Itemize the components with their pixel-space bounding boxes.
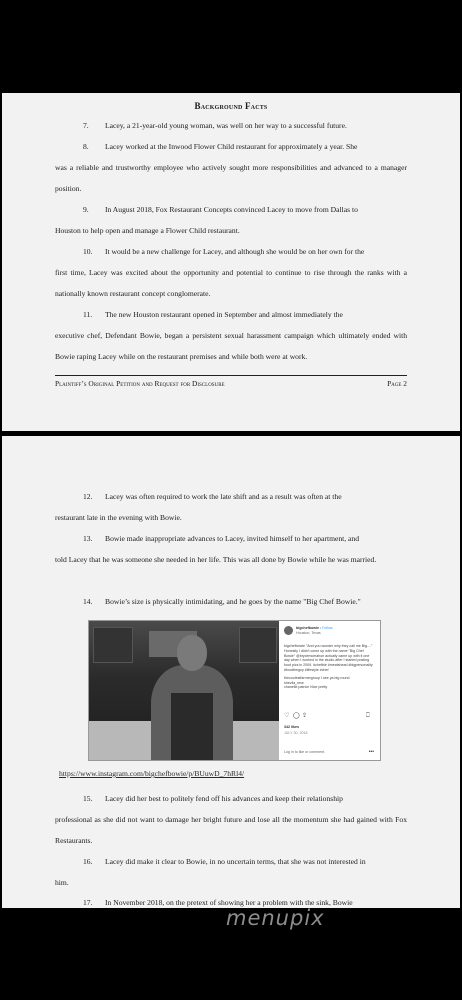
person-head [177,635,207,671]
paragraph-13: 13. Bowie made inappropriate advances to Lacey, invited himself to her apartment, and told Lacey that he was someone she needed in her life. This was all done by Bowie while he was married. [55,534,377,564]
paragraph-10: 10. It would be a new challenge for Lacey, and although she would be on her own for the first time, Lacey was excited about the opportunity and potential to continue to rise through the ranks with a nationally known restaurant concept conglomerate. [55,247,407,298]
paragraph-12: 12. Lacey was often required to work the late shift and as a result was often at the restaurant late in the evening with Bowie. [55,492,342,522]
cabinet-left [93,627,133,663]
paragraph-7: 7. Lacey, a 21-year-old young woman, was well on her way to a successful future. [83,121,347,130]
paragraph-8: 8. Lacey worked at the Inwood Flower Child restaurant for approximately a year. She was a reliable and trustworthy employee who actively sought more responsibilities and advanced to a manager position. [55,142,407,193]
paragraph-9: 9. In August 2018, Fox Restaurant Concepts convinced Lacey to move from Dallas to Houston to help open and manage a Flower Child restaurant. [55,205,358,235]
avatar [284,626,293,635]
instagram-sidebar [279,621,380,760]
cabinet-right [239,627,277,663]
chef-photo [89,621,279,760]
footer-divider [55,375,407,376]
instagram-username[interactable]: bigchefbowie • Follow [296,626,333,630]
post-date: JULY 30, 2018 [284,731,308,735]
share-icon[interactable]: ⇪ [302,713,308,719]
instagram-action-bar [284,713,374,721]
apron [171,693,213,760]
heart-icon[interactable]: ♡ [284,713,290,719]
paragraph-17: 17. In November 2018, on the pretext of showing her a problem with the sink, Bowie [83,898,353,907]
paragraph-11: 11. The new Houston restaurant opened in September and almost immediately the executive chef, Defendant Bowie, began a persistent sexual harassment campaign which ultimately ended with Bowie raping Lacey while on the restaurant premises and while both were at work. [55,310,407,361]
bookmark-icon[interactable]: ⎕ [366,713,370,719]
login-prompt[interactable]: Log in to like or comment. [284,750,326,754]
follow-link[interactable]: • Follow [319,626,333,630]
more-options-icon[interactable]: ••• [368,749,374,755]
instagram-post-embed [88,620,381,761]
section-heading: Background Facts [194,101,268,111]
paragraph-16: 16. Lacey did make it clear to Bowie, in no uncertain terms, that she was not interested in him. [55,857,366,887]
like-count: 342 likes [284,725,299,729]
footer-title: Plaintiff’s Original Petition and Request for Disclosure [55,379,225,388]
comment-icon[interactable]: ◯ [293,713,300,719]
instagram-link[interactable]: https://www.instagram.com/bigchefbowie/p/BUuwD_7hRl4/ [59,769,245,778]
instagram-caption: bigchefbowie "And you wonder why they call me Big...." Honestly I didn't come up with the name "Big Chef Bowie" @brycemcmahon actually came up with it one day when I worked in the studio after I started posting food pics in 2009. #chefbie #meatshead #bigpersonality #foodtheguy #lifestyle #chef thecoolestfarmergroup I see ya big round shevila_new chanelle.patrice Nice pretty [284,644,373,690]
page-number: Page 2 [387,379,407,388]
paragraph-15: 15. Lacey did her best to politely fend off his advances and keep their relationship professional as she did not want to damage her bright future and lose all the momentum she had gained with Fox Restaurants. [55,794,407,845]
instagram-location: Houston, Texas [296,631,321,635]
document-page-2 [2,93,460,431]
paragraph-14: 14. Bowie’s size is physically intimidating, and he goes by the name "Big Chef Bowie." [83,597,361,606]
document-page-3 [2,436,460,908]
menupix-watermark: menupix [226,906,325,930]
